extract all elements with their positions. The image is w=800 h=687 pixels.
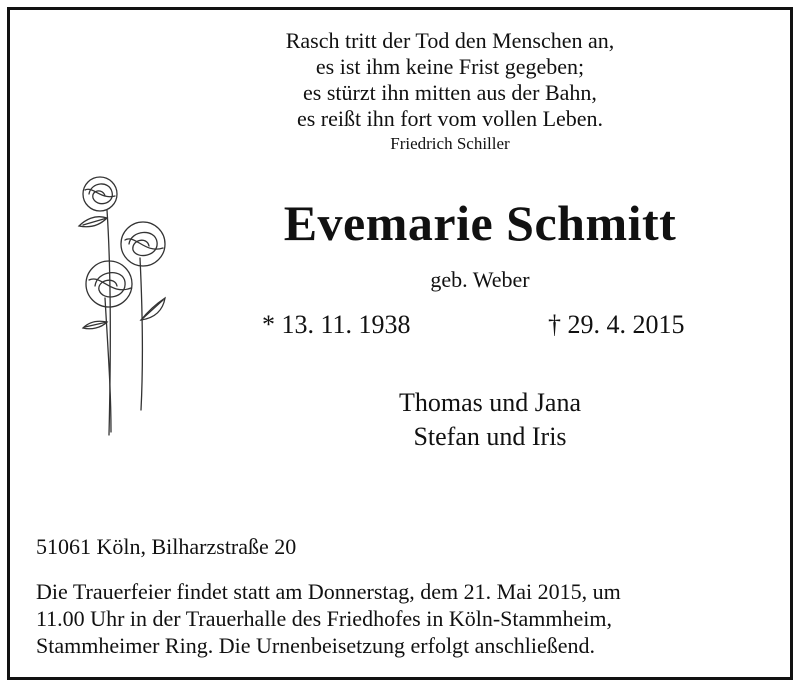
deceased-name: Evemarie Schmitt [283,195,677,251]
roses-illustration-icon [65,170,185,440]
poem-line: Rasch tritt der Tod den Menschen an, [285,28,615,53]
poem [210,28,690,132]
address: 51061 Köln, Bilharzstraße 20 [36,534,297,559]
poem-line: es stürzt ihn mitten aus der Bahn, [303,80,597,105]
mourner-line: Thomas und Jana [399,388,581,417]
mourners [330,386,650,454]
service-info [36,578,776,659]
service-line: 11.00 Uhr in der Trauerhalle des Friedhofes in Köln-Stammheim, [36,606,612,631]
death-date: † 29. 4. 2015 [548,310,685,339]
service-line: Die Trauerfeier findet statt am Donnerstag, dem 21. Mai 2015, um [36,579,621,604]
mourner-line: Stefan und Iris [413,422,567,451]
birth-name: geb. Weber [430,267,530,292]
poem-line: es ist ihm keine Frist gegeben; [315,54,585,79]
obituary-notice [7,7,793,680]
birth-date: * 13. 11. 1938 [262,310,411,339]
poem-line: es reißt ihn fort vom vollen Leben. [296,106,604,131]
service-line: Stammheimer Ring. Die Urnenbeisetzung erfolgt anschließend. [36,633,596,658]
poem-author: Friedrich Schiller [390,134,510,153]
